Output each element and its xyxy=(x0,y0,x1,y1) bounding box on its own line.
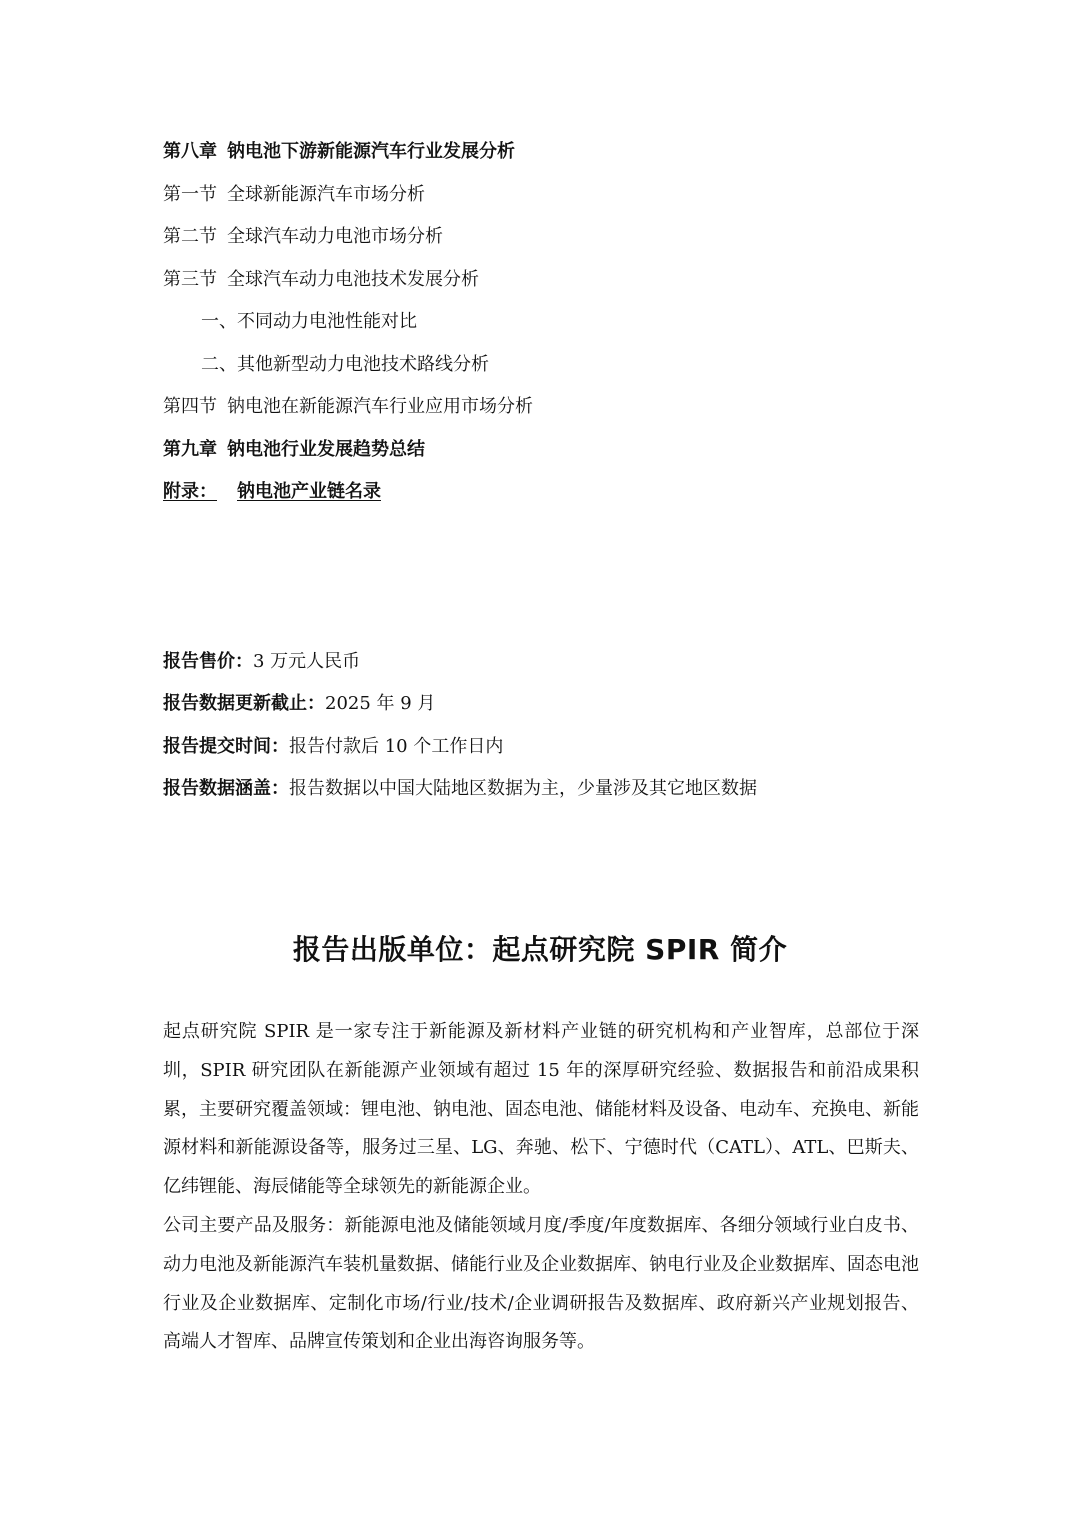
report-price xyxy=(163,646,963,688)
report-update-date xyxy=(163,688,963,730)
info-key: 报告提交时间： xyxy=(163,735,289,757)
toc-section-8-1 xyxy=(163,179,923,222)
toc-chapter-8 xyxy=(163,136,923,179)
toc-title: 钠电池在新能源汽车行业应用市场分析 xyxy=(227,396,533,417)
toc-appendix xyxy=(163,476,923,519)
intro-paragraph: 公司主要产品及服务：新能源电池及储能领域月度/季度/年度数据库、各细分领域行业白皮书、动力电池及新能源汽车装机量数据、储能行业及企业数据库、钠电行业及企业数据库、固态电池行业及企业数据库、定制化市场/行业/技术/企业调研报告及数据库、政府新兴产业规划报告、高端人才智库、品牌宣传策划和企业出海咨询服务等。 xyxy=(163,1214,919,1353)
info-value: 3 万元人民币 xyxy=(253,651,361,672)
toc-subsection-8-3-2 xyxy=(163,349,923,392)
toc-section-8-3 xyxy=(163,264,923,307)
toc-label: 第一节 xyxy=(163,183,217,205)
toc-title: 全球汽车动力电池技术发展分析 xyxy=(227,268,479,290)
toc-title: 一、不同动力电池性能对比 xyxy=(201,311,417,332)
info-value: 2025 年 9 月 xyxy=(325,693,436,715)
publisher-title: 报告出版单位：起点研究院 SPIR 简介 xyxy=(292,933,788,966)
info-key: 报告数据涵盖： xyxy=(163,777,289,799)
report-data-coverage xyxy=(163,773,963,815)
toc-title: 全球汽车动力电池市场分析 xyxy=(227,226,443,247)
toc-subsection-8-3-1 xyxy=(163,306,923,349)
toc-section-8-4 xyxy=(163,391,923,434)
report-delivery-time xyxy=(163,731,963,773)
toc-title: 钠电池产业链名录 xyxy=(237,481,381,502)
table-of-contents xyxy=(163,136,923,519)
toc-section-8-2 xyxy=(163,221,923,264)
info-key: 报告数据更新截止： xyxy=(163,693,325,715)
toc-chapter-9 xyxy=(163,434,923,477)
toc-title: 全球新能源汽车市场分析 xyxy=(227,183,425,205)
publisher-intro xyxy=(163,1013,919,1362)
info-value: 报告数据以中国大陆地区数据为主，少量涉及其它地区数据 xyxy=(289,777,757,799)
toc-title: 钠电池行业发展趋势总结 xyxy=(227,438,425,460)
toc-title: 钠电池下游新能源汽车行业发展分析 xyxy=(227,141,515,162)
report-info xyxy=(163,646,963,815)
info-value: 报告付款后 10 个工作日内 xyxy=(289,735,504,757)
toc-label: 第八章 xyxy=(163,141,217,162)
intro-paragraph: 起点研究院 SPIR 是一家专注于新能源及新材料产业链的研究机构和产业智库，总部位于深圳，SPIR 研究团队在新能源产业领域有超过 15 年的深厚研究经验、数据报告和前沿成果积累，主要研究覆盖领域：锂电池、钠电池、固态电池、储能材料及设备、电动车、充换电、新能源材料和新能源设备等，服务过三星、LG、奔驰、松下、宁德时代（CATL）、ATL、巴斯夫、亿纬锂能、海辰储能等全球领先的新能源企业。 xyxy=(163,1021,919,1198)
toc-title: 二、其他新型动力电池技术路线分析 xyxy=(201,353,489,375)
toc-label: 第九章 xyxy=(163,438,217,460)
toc-label: 第三节 xyxy=(163,268,217,290)
toc-label: 附录： xyxy=(163,481,217,502)
toc-label: 第四节 xyxy=(163,396,217,417)
toc-label: 第二节 xyxy=(163,226,217,247)
info-key: 报告售价： xyxy=(163,651,253,672)
